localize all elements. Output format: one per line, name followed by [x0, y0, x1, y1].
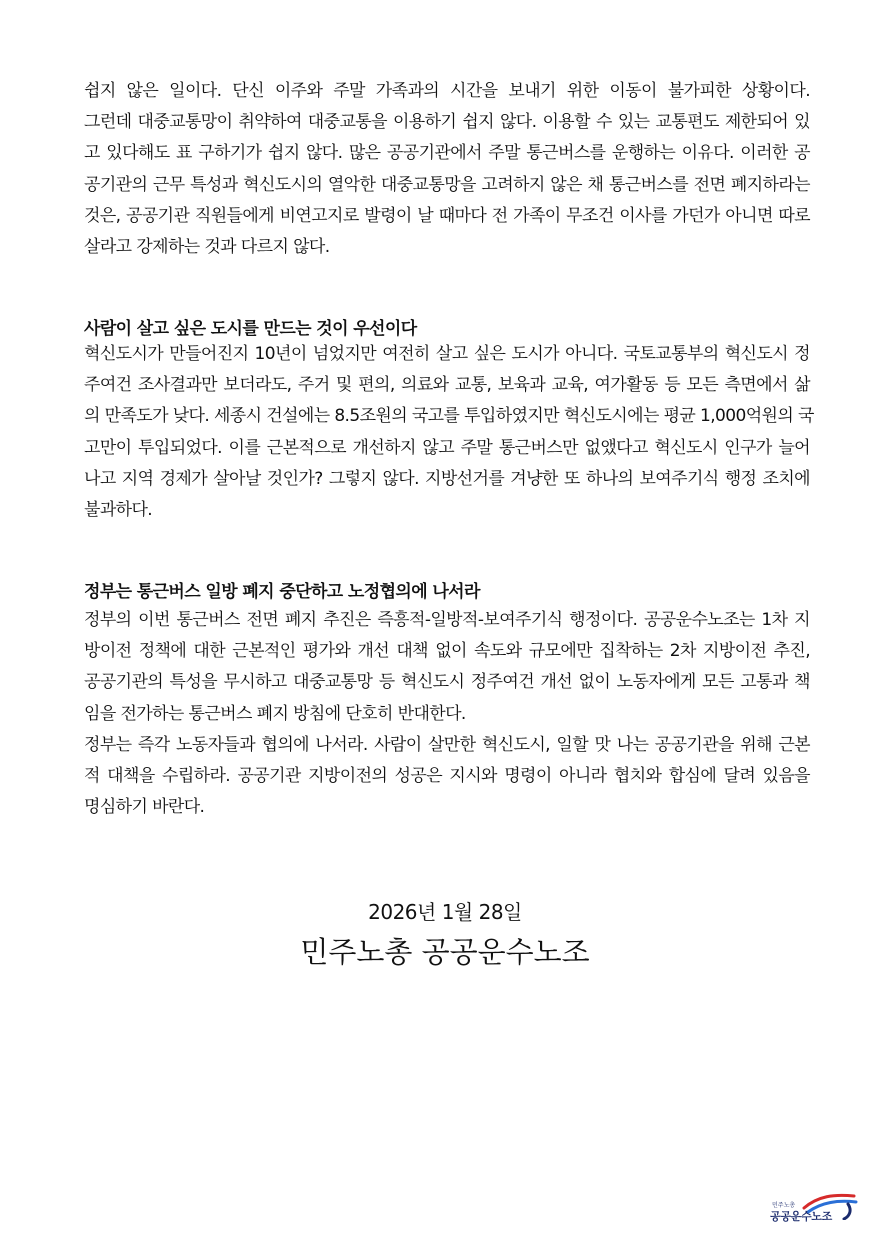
- section-2-line: 나고 지역 경제가 살아날 것인가? 그렇지 않다. 지방선거를 겨냥한 또 하나의 보여주기식 행정 조치에: [84, 468, 810, 489]
- statement-date: 2026년 1월 28일: [368, 900, 522, 924]
- logo-small-text: 민주노총: [772, 1202, 796, 1209]
- paragraph-1-line: 공기관의 근무 특성과 혁신도시의 열악한 대중교통망을 고려하지 않은 채 통근버스를 전면 폐지하라는: [84, 174, 810, 195]
- section-3-line: 방이전 정책에 대한 근본적인 평가와 개선 대책 없이 속도와 규모에만 집착하는 2차 지방이전 추진,: [84, 641, 810, 662]
- section-3-line: 정부는 즉각 노동자들과 협의에 나서라. 사람이 살만한 혁신도시, 일할 맛 나는 공공기관을 위해 근본: [84, 734, 810, 755]
- paragraph-1-line: 고 있다해도 표 구하기가 쉽지 않다. 많은 공공기관에서 주말 통근버스를 운행하는 이유다. 이러한 공: [84, 143, 810, 164]
- section-2-body: [84, 339, 814, 526]
- section-3-line: 명심하기 바란다.: [84, 797, 205, 818]
- section-3-line: 적 대책을 수립하라. 공공기관 지방이전의 성공은 지시와 명령이 아니라 협치와 합심에 달려 있음을: [84, 766, 810, 787]
- section-2-heading: 사람이 살고 싶은 도시를 만드는 것이 우선이다: [84, 319, 417, 339]
- paragraph-1-line: 그런데 대중교통망이 취약하여 대중교통을 이용하기 쉽지 않다. 이용할 수 있는 교통편도 제한되어 있: [84, 112, 810, 133]
- section-2-line: 불과하다.: [84, 500, 153, 521]
- section-3-body: [84, 605, 810, 823]
- section-2-line: 의 만족도가 낮다. 세종시 건설에는 8.5조원의 국고를 투입하였지만 혁신도시에는 평균 1,000억원의 국: [84, 406, 814, 427]
- section-2-line: 고만이 투입되었다. 이를 근본적으로 개선하지 않고 주말 통근버스만 없앴다고 혁신도시 인구가 늘어: [84, 437, 810, 458]
- union-logo: [770, 1190, 860, 1230]
- section-3-line: 임을 전가하는 통근버스 폐지 방침에 단호히 반대한다.: [84, 703, 466, 724]
- paragraph-1-line: 쉽지 않은 일이다. 단신 이주와 주말 가족과의 시간을 보내기 위한 이동이 불가피한 상황이다.: [84, 81, 810, 101]
- section-3-heading: 정부는 통근버스 일방 폐지 중단하고 노정협의에 나서라: [84, 582, 480, 602]
- paragraph-1-line: 것은, 공공기관 직원들에게 비연고지로 발령이 날 때마다 전 가족이 무조건 이사를 가던가 아니면 따로: [84, 205, 810, 226]
- section-3-line: 공공기관의 특성을 무시하고 대중교통망 등 혁신도시 정주여건 개선 없이 노동자에게 모든 고통과 책: [84, 672, 810, 693]
- section-2-line: 주여건 조사결과만 보더라도, 주거 및 편의, 의료와 교통, 보육과 교육, 여가활동 등 모든 측면에서 삶: [84, 375, 810, 396]
- paragraph-1-line: 살라고 강제하는 것과 다르지 않다.: [84, 237, 330, 258]
- statement-organization: 민주노총 공공운수노조: [300, 935, 590, 969]
- section-2-line: 혁신도시가 만들어진지 10년이 넘었지만 여전히 살고 싶은 도시가 아니다. 국토교통부의 혁신도시 정: [84, 344, 810, 364]
- section-3-line: 정부의 이번 통근버스 전면 폐지 추진은 즉흥적-일방적-보여주기식 행정이다. 공공운수노조는 1차 지: [84, 610, 810, 630]
- paragraph-1: [84, 76, 810, 263]
- logo-main-text: 공공운수노조: [770, 1210, 832, 1223]
